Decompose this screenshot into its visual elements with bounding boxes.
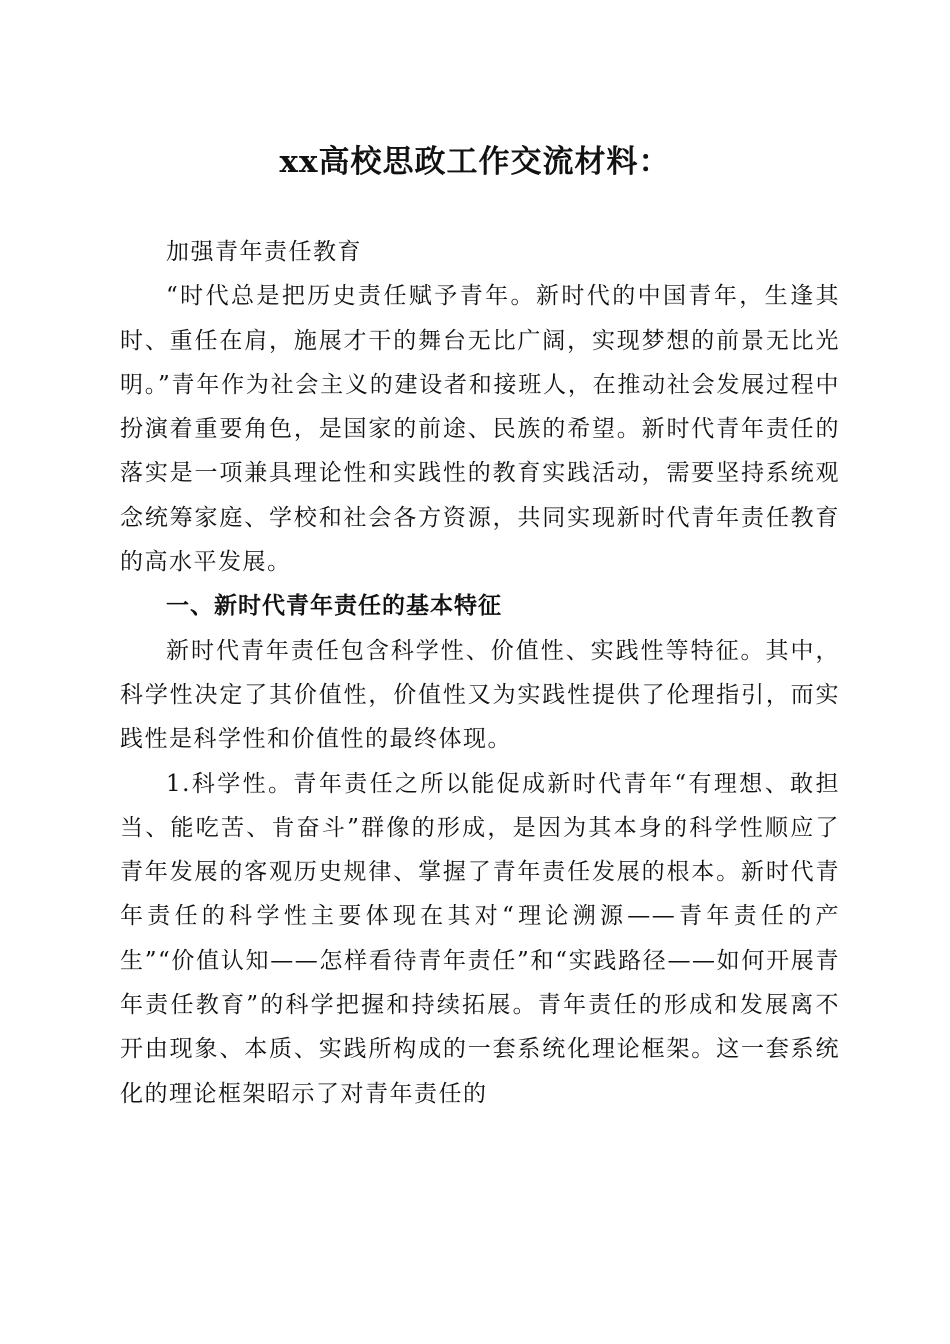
intro-paragraph: “时代总是把历史责任赋予青年。新时代的中国青年，生逢其时、重任在肩，施展才干的舞台无比广阔，实现梦想的前景无比光明。”青年作为社会主义的建设者和接班人，在推动社会发展过程中扮演着重要角色，是国家的前途、民族的希望。新时代青年责任的落实是一项兼具理论性和实践性的教育实践活动，需要坚持系统观念统筹家庭、学校和社会各方资源，共同实现新时代青年责任教育的高水平发展。: [120, 283, 840, 576]
subtitle-paragraph: 加强青年责任教育: [166, 239, 362, 265]
point-paragraph: 1.科学性。青年责任之所以能促成新时代青年“有理想、敢担当、能吃苦、肯奋斗”群像的形成，是因为其本身的科学性顺应了青年发展的客观历史规律、掌握了青年责任发展的根本。新时代青年责任的科学性主要体现在其对“理论溯源——青年责任的产生”“价值认知——怎样看待青年责任”和“实践路径——如何开展青年责任教育”的科学把握和持续拓展。青年责任的形成和发展离不开由现象、本质、实践所构成的一套系统化理论框架。这一套系统化的理论框架昭示了对青年责任的: [120, 770, 840, 1107]
document-body: [120, 230, 840, 1116]
section-intro-paragraph: 新时代青年责任包含科学性、价值性、实践性等特征。其中，科学性决定了其价值性，价值性又为实践性提供了伦理指引，而实践性是科学性和价值性的最终体现。: [120, 637, 840, 753]
section-heading: 一、新时代青年责任的基本特征: [166, 593, 502, 620]
document-title: xx高校思政工作交流材料：: [279, 144, 671, 180]
